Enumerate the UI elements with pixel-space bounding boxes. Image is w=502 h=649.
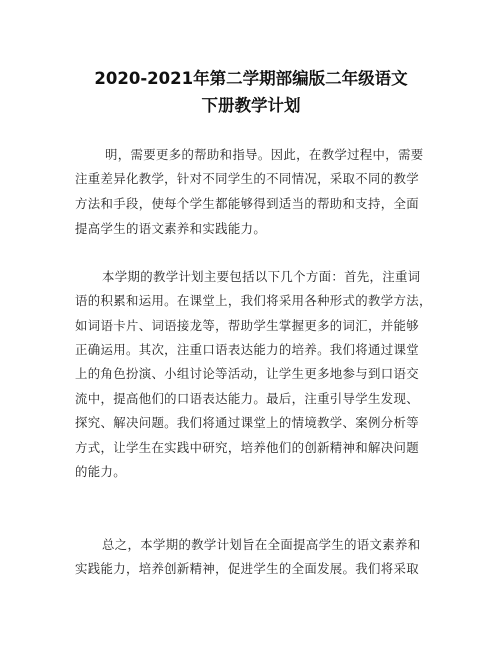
paragraph-1-line-3: 方法和手段，使每个学生都能够得到适当的帮助和支持，全面: [75, 196, 419, 211]
paragraph-3-line-2: 实践能力，培养创新精神，促进学生的全面发展。我们将采取: [75, 561, 419, 576]
paragraph-1-line-1: 明，需要更多的帮助和指导。因此，在教学过程中，需要: [105, 147, 424, 162]
paragraph-2-line-4: 正确运用。其次，注重口语表达能力的培养。我们将通过课堂: [75, 342, 419, 357]
paragraph-1-line-2: 注重差异化教学，针对不同学生的不同情况，采取不同的教学: [75, 171, 419, 186]
paragraph-2-line-7: 探究、解决问题。我们将通过课堂上的情境教学、案例分析等: [75, 415, 419, 430]
paragraph-1-line-4: 提高学生的语文素养和实践能力。: [75, 221, 267, 236]
document-title-line-2: 下册教学计划: [201, 96, 301, 115]
paragraph-2-line-2: 语的积累和运用。在课堂上，我们将采用各种形式的教学方法，: [75, 293, 432, 308]
paragraph-2-line-6: 流中，提高他们的口语表达能力。最后，注重引导学生发现、: [75, 391, 419, 406]
paragraph-2-line-3: 如词语卡片、词语接龙等，帮助学生掌握更多的词汇，并能够: [75, 318, 419, 333]
paragraph-2-line-8: 方式，让学生在实践中研究，培养他们的创新精神和解决问题: [75, 440, 419, 455]
paragraph-2-line-1: 本学期的教学计划主要包括以下几个方面：首先，注重词: [102, 269, 421, 284]
paragraph-2-line-5: 上的角色扮演、小组讨论等活动，让学生更多地参与到口语交: [75, 366, 419, 381]
paragraph-3-line-1: 总之，本学期的教学计划旨在全面提高学生的语文素养和: [102, 537, 421, 552]
paragraph-2-line-9: 的能力。: [75, 464, 126, 479]
document-title-line-1: 2020-2021年第二学期部编版二年级语文: [94, 69, 408, 88]
